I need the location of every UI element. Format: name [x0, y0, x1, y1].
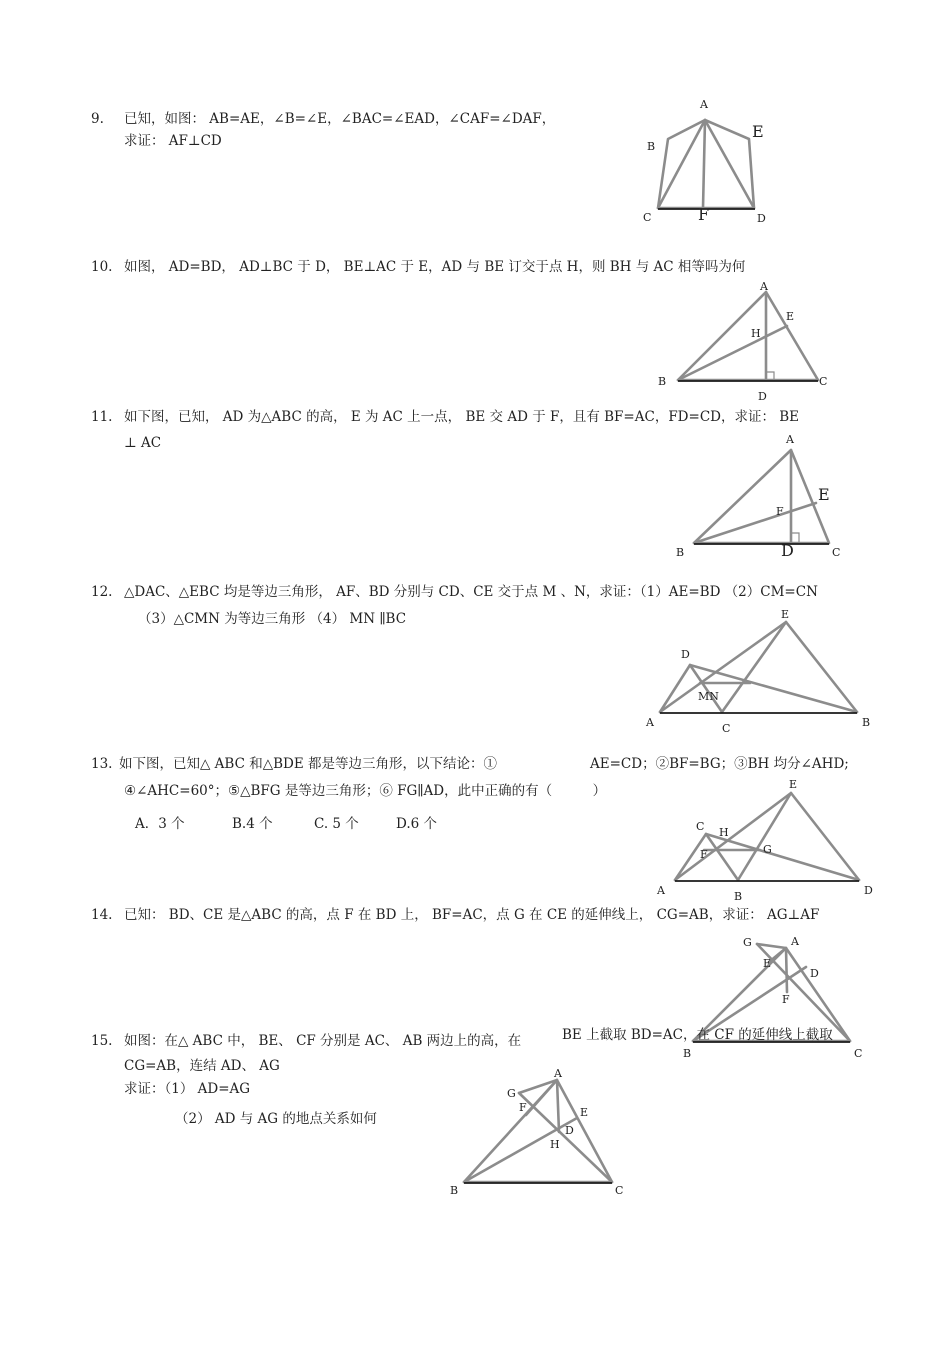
p15-label-D: D [565, 1124, 574, 1137]
p14-label-D: D [810, 967, 819, 980]
p9-label-D: D [757, 212, 766, 225]
p14-label-E: E [763, 957, 772, 970]
p10-label-A: A [760, 280, 768, 293]
p14-label-B: B [683, 1047, 692, 1060]
p12-label-D: D [681, 648, 690, 661]
p11-label-B: B [676, 546, 685, 559]
problem-11-statement: 如下图，已知， AD 为△ABC 的高， E 为 AC 上一点， BE 交 AD 于 F，且有 BF=AC，FD=CD，求证： BE [124, 409, 800, 425]
problem-10-diagram [678, 292, 818, 381]
p13-label-G: G [763, 843, 772, 856]
p12-label-E: E [781, 608, 790, 621]
problem-15-number: 15. [91, 1033, 113, 1049]
problem-9-statement: 已知，如图： AB=AE，∠B=∠E，∠BAC=∠EAD，∠CAF=∠DAF， [124, 111, 556, 127]
problem-15-statement: 如图：在△ ABC 中， BE、 CF 分别是 AC、 AB 两边上的高，在 [124, 1033, 522, 1049]
p11-label-F: F [776, 505, 784, 518]
p11-label-D: D [781, 541, 794, 560]
p13-label-C: C [696, 820, 705, 833]
p9-label-A: A [700, 98, 708, 111]
problem-12-statement: △DAC、△EBC 均是等边三角形， AF、BD 分别与 CD、CE 交于点 M 、N，求证：（1）AE=BD （2）CM=CN [124, 584, 818, 600]
p9-label-F: F [698, 205, 710, 224]
problem-9-number: 9. [91, 111, 104, 127]
problem-14-number: 14. [91, 907, 113, 923]
problem-12-diagram [660, 622, 857, 713]
problem-15-goal-1: 求证：（1） AD=AG [124, 1081, 251, 1097]
p13-label-A: A [657, 884, 665, 897]
problem-11-diagram [694, 450, 829, 544]
p10-label-B: B [658, 375, 667, 388]
p13-label-E: E [789, 778, 798, 791]
p14-label-A: A [791, 935, 799, 948]
problem-13-option-d: D.6 个 [396, 816, 438, 832]
p14-label-C: C [854, 1047, 863, 1060]
problem-10-statement: 如图， AD=BD， AD⊥BC 于 D， BE⊥AC 于 E，AD 与 BE 订交于点 H，则 BH 与 AC 相等吗为何 [124, 259, 746, 275]
p13-label-D: D [864, 884, 873, 897]
problem-12-number: 12. [91, 584, 113, 600]
p15-label-H: H [550, 1138, 560, 1151]
problem-15-diagram [464, 1080, 612, 1183]
problem-13-statement-tail: AE=CD；②BF=BG；③BH 均分∠AHD; [590, 756, 849, 772]
p12-label-B: B [862, 716, 871, 729]
problem-13-diagram [675, 793, 859, 881]
p15-label-C: C [615, 1184, 624, 1197]
p10-label-C: C [819, 375, 828, 388]
p11-label-A: A [786, 433, 794, 446]
p9-label-E: E [752, 122, 764, 141]
problem-15-statement-tail: BE 上截取 BD=AC，在 CF 的延伸线上截取 [562, 1027, 833, 1043]
p12-label-MN: MN [698, 690, 719, 703]
p15-label-F: F [519, 1101, 527, 1114]
p15-label-A: A [554, 1067, 562, 1080]
problem-15-goal-2: （2） AD 与 AG 的地点关系如何 [175, 1111, 377, 1127]
p14-label-G: G [743, 936, 752, 949]
problem-9-diagram [658, 120, 755, 209]
p11-label-E: E [818, 485, 830, 504]
problem-13-option-a: A．3 个 [135, 816, 185, 832]
p10-label-E: E [786, 310, 795, 323]
p12-label-A: A [646, 716, 654, 729]
p13-label-H: H [719, 826, 729, 839]
problem-13-option-b: B.4 个 [232, 816, 273, 832]
p15-label-G: G [507, 1087, 516, 1100]
problem-12-statement-cont: （3）△CMN 为等边三角形 （4） MN ∥BC [138, 611, 407, 627]
p13-label-B: B [734, 890, 743, 903]
problem-13-statement-cont: ④∠AHC=60°；⑤△BFG 是等边三角形；⑥ FG∥AD，此中正确的有（ ） [124, 783, 607, 799]
p10-label-D: D [758, 390, 767, 403]
p9-label-B: B [647, 140, 656, 153]
problem-13-option-c: C. 5 个 [314, 816, 359, 832]
p12-label-C: C [722, 722, 731, 735]
problem-9-goal: 求证： AF⊥CD [124, 133, 222, 149]
problem-11-number: 11. [91, 409, 113, 425]
problem-13-number: 13. [91, 756, 113, 772]
p14-label-F: F [782, 993, 790, 1006]
problem-11-statement-cont: ⊥ AC [124, 435, 162, 451]
problem-13-statement: 如下图，已知△ ABC 和△BDE 都是等边三角形，以下结论：① [119, 756, 497, 772]
p15-label-E: E [580, 1106, 589, 1119]
p13-label-F: F [700, 848, 708, 861]
problem-15-statement-cont: CG=AB，连结 AD、 AG [124, 1058, 280, 1074]
problem-10-number: 10. [91, 259, 113, 275]
p11-label-C: C [832, 546, 841, 559]
p15-label-B: B [450, 1184, 459, 1197]
p10-label-H: H [751, 327, 761, 340]
problem-14-statement: 已知： BD、CE 是△ABC 的高，点 F 在 BD 上， BF=AC，点 G 在 CE 的延伸线上， CG=AB，求证： AG⊥AF [124, 907, 820, 923]
p9-label-C: C [643, 211, 652, 224]
